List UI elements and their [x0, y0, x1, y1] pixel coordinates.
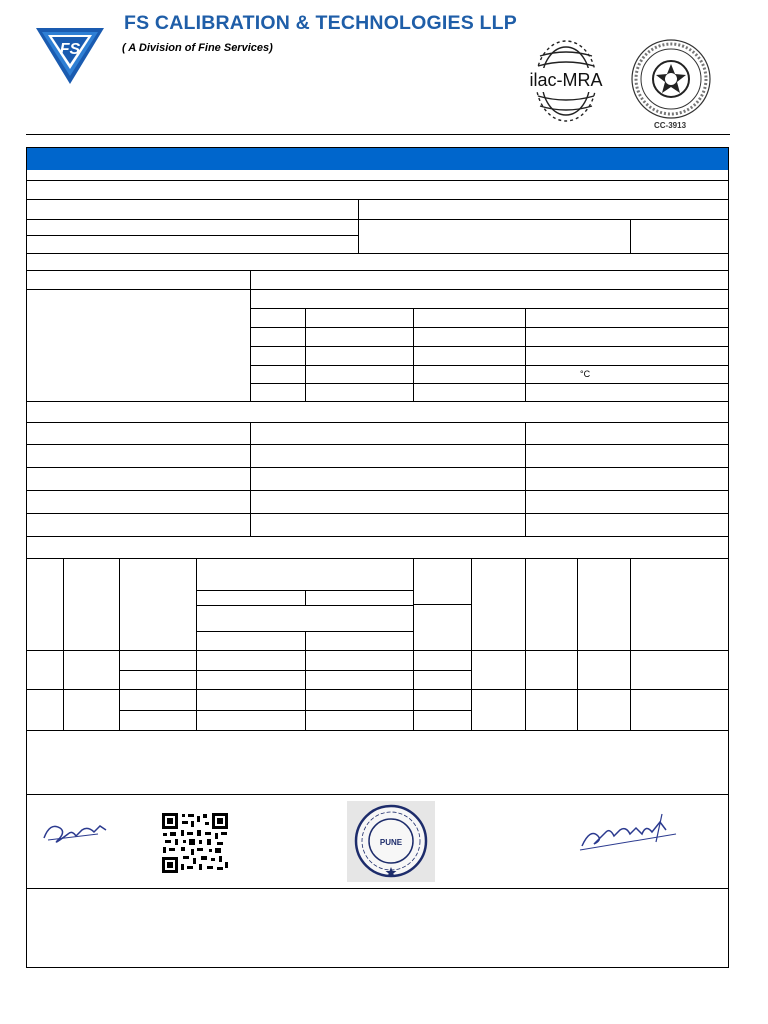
company-stamp — [347, 801, 435, 882]
header-divider — [26, 134, 730, 135]
nabl-certificate-number: CC-3913 — [654, 121, 687, 130]
svg-text:FS: FS — [59, 41, 81, 58]
ilac-mra-logo — [516, 36, 616, 126]
division-subtitle: ( A Division of Fine Services) — [122, 42, 273, 54]
ambient-temperature-unit: °C — [580, 369, 591, 379]
authorized-signatory-signature — [576, 808, 684, 856]
ilac-logo-text: ilac-MRA — [529, 70, 603, 90]
nabl-seal — [630, 38, 712, 122]
company-name: FS CALIBRATION & TECHNOLOGIES LLP — [124, 12, 517, 34]
stamp-city: PUNE — [379, 838, 403, 847]
certificate-title-bar — [27, 148, 728, 170]
calibrated-by-signature — [38, 812, 112, 852]
verification-qr-code — [161, 812, 229, 874]
company-logo — [34, 24, 106, 86]
